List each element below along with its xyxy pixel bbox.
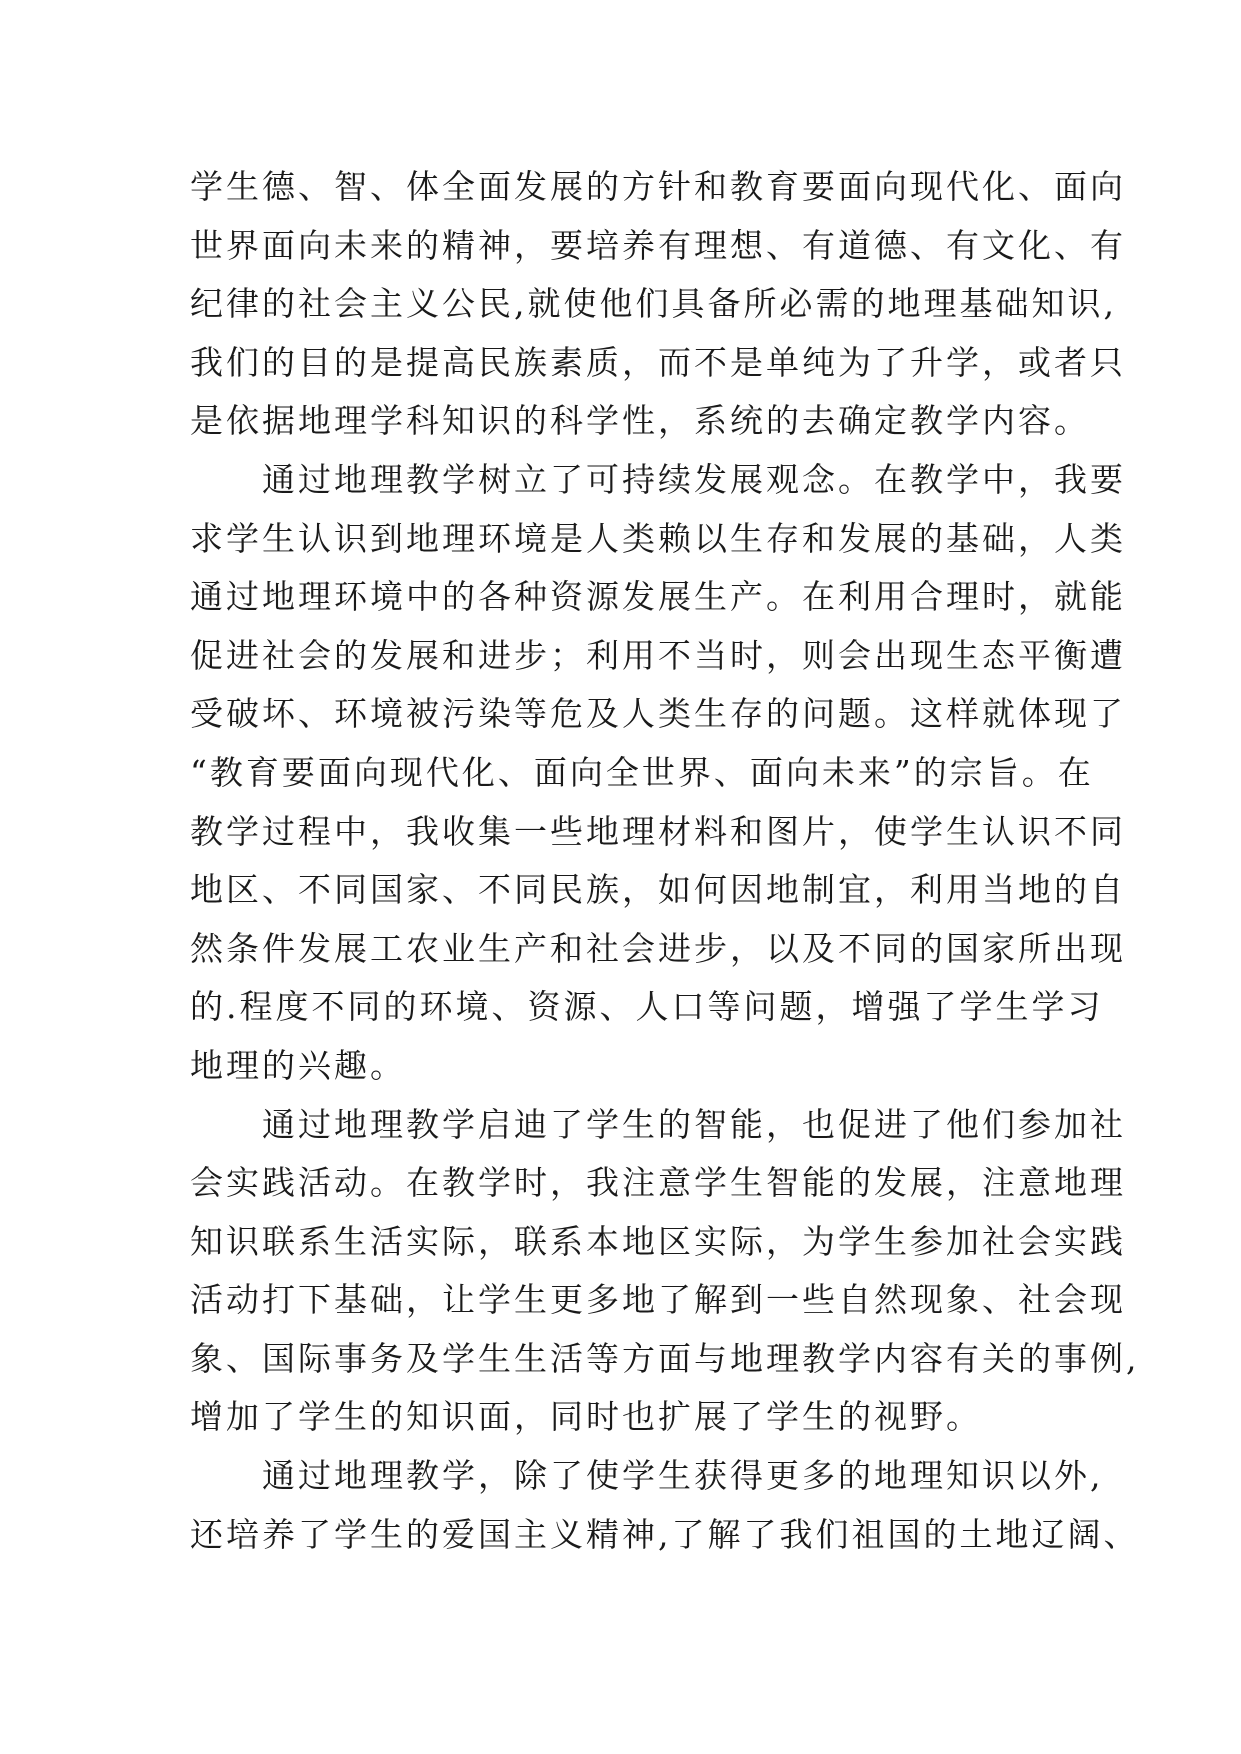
- text-line: 学生德、智、体全面发展的方针和教育要面向现代化、面向: [190, 167, 1126, 206]
- text-line: 通过地理教学树立了可持续发展观念。在教学中，我要: [190, 459, 1126, 499]
- text-line: 是依据地理学科知识的科学性，系统的去确定教学内容。: [190, 401, 1090, 441]
- text-line: “教育要面向现代化、面向全世界、面向未来”的宗旨。在: [190, 752, 1094, 792]
- text-line: 教学过程中，我收集一些地理材料和图片，使学生认识不同: [190, 811, 1126, 851]
- text-line: 的.程度不同的环境、资源、人口等问题，增强了学生学习: [190, 987, 1104, 1027]
- text-line: 求学生认识到地理环境是人类赖以生存和发展的基础，人类: [190, 518, 1126, 558]
- text-line: 活动打下基础，让学生更多地了解到一些自然现象、社会现: [190, 1280, 1126, 1320]
- text-line: 纪律的社会主义公民,就使他们具备所必需的地理基础知识,: [190, 284, 1117, 324]
- text-line: 知识联系生活实际，联系本地区实际，为学生参加社会实践: [190, 1221, 1126, 1261]
- text-line: 增加了学生的知识面，同时也扩展了学生的视野。: [190, 1397, 982, 1437]
- text-line: 促进社会的发展和进步；利用不当时，则会出现生态平衡遭: [190, 635, 1126, 675]
- text-line: 地区、不同国家、不同民族，如何因地制宜，利用当地的自: [190, 870, 1126, 910]
- text-line: 象、国际事务及学生生活等方面与地理教学内容有关的事例,: [190, 1338, 1140, 1378]
- body-text: [190, 158, 1140, 1564]
- text-line: 地理的兴趣。: [190, 1045, 406, 1085]
- text-line: 受破坏、环境被污染等危及人类生存的问题。这样就体现了: [190, 694, 1126, 734]
- text-line: 还培养了学生的爱国主义精神,了解了我们祖国的土地辽阔、: [190, 1514, 1140, 1554]
- text-line: 会实践活动。在教学时，我注意学生智能的发展，注意地理: [190, 1163, 1126, 1203]
- text-line: 我们的目的是提高民族素质，而不是单纯为了升学，或者只: [190, 342, 1126, 382]
- text-line: 通过地理教学启迪了学生的智能，也促进了他们参加社: [190, 1104, 1126, 1144]
- text-line: 然条件发展工农业生产和社会进步，以及不同的国家所出现: [190, 928, 1126, 968]
- text-line: 世界面向未来的精神，要培养有理想、有道德、有文化、有: [190, 225, 1126, 265]
- text-line: 通过地理教学，除了使学生获得更多的地理知识以外,: [190, 1456, 1104, 1496]
- text-line: 通过地理环境中的各种资源发展生产。在利用合理时，就能: [190, 577, 1126, 617]
